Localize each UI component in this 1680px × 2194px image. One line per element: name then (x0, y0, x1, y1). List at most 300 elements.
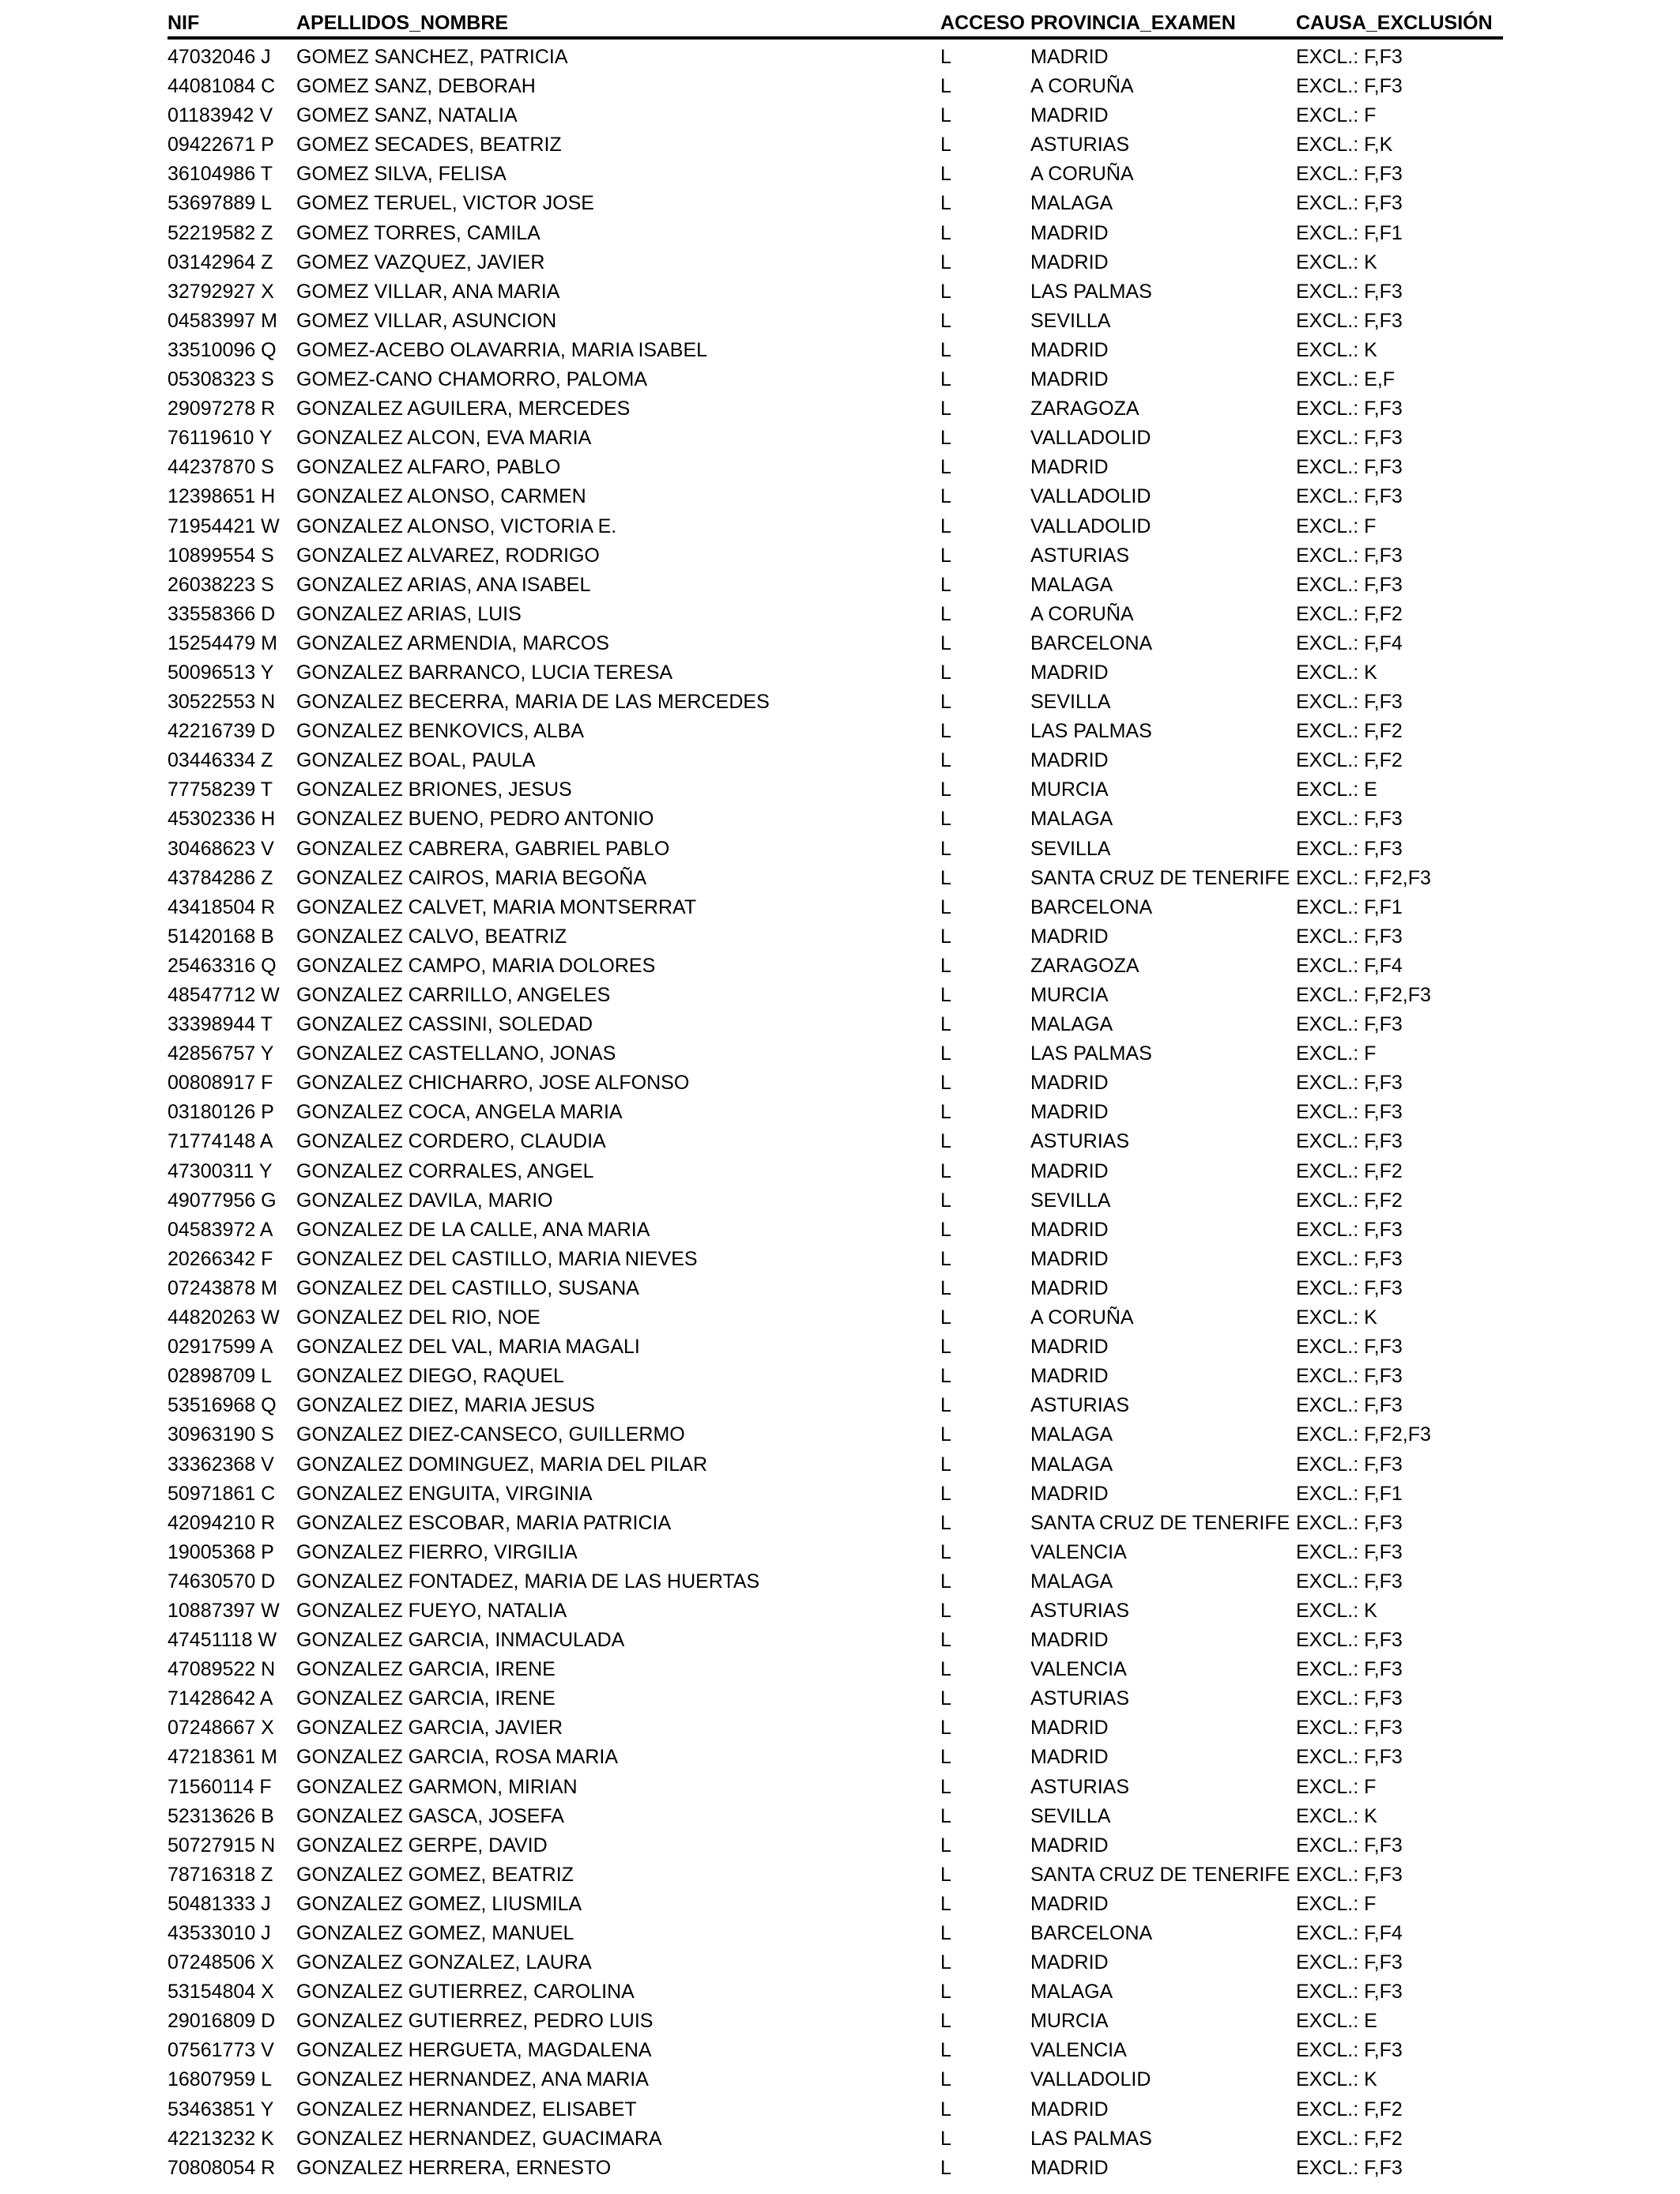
cell-causa-exclusion: EXCL.: K (1296, 251, 1377, 273)
cell-acceso: L (940, 573, 951, 596)
table-row (168, 1098, 1503, 1127)
cell-apellidos-nombre: GONZALEZ GASCA, JOSEFA (296, 1804, 564, 1827)
cell-causa-exclusion: EXCL.: F,F3 (1296, 1336, 1403, 1359)
cell-apellidos-nombre: GONZALEZ GARCIA, INMACULADA (296, 1629, 625, 1652)
cell-causa-exclusion: EXCL.: F,F3 (1296, 2039, 1403, 2062)
cell-causa-exclusion: EXCL.: F,F3 (1296, 1511, 1403, 1534)
cell-acceso: L (940, 837, 951, 860)
cell-nif: 47300311 Y (168, 1159, 273, 1182)
cell-nif: 02917599 A (168, 1336, 273, 1359)
cell-acceso: L (940, 631, 951, 654)
cell-apellidos-nombre: GONZALEZ HERGUETA, MAGDALENA (296, 2039, 652, 2062)
table-row (168, 1802, 1503, 1831)
cell-provincia-examen: MADRID (1030, 251, 1109, 273)
cell-apellidos-nombre: GONZALEZ CALVET, MARIA MONTSERRAT (296, 895, 697, 918)
table-row (168, 189, 1503, 218)
cell-provincia-examen: MADRID (1030, 1336, 1109, 1359)
table-row (168, 1127, 1503, 1156)
table-row (168, 1831, 1503, 1860)
cell-provincia-examen: MALAGA (1030, 1981, 1113, 2004)
cell-nif: 03180126 P (168, 1101, 274, 1124)
cell-causa-exclusion: EXCL.: F (1296, 1775, 1377, 1798)
cell-apellidos-nombre: GONZALEZ ALFARO, PABLO (296, 456, 561, 479)
cell-nif: 42213232 K (168, 2127, 274, 2150)
cell-apellidos-nombre: GONZALEZ GUTIERREZ, CAROLINA (296, 1981, 635, 2004)
cell-causa-exclusion: EXCL.: K (1296, 2068, 1377, 2091)
cell-acceso: L (940, 1394, 951, 1417)
cell-provincia-examen: MADRID (1030, 661, 1109, 684)
cell-acceso: L (940, 1072, 951, 1095)
cell-acceso: L (940, 1687, 951, 1710)
cell-acceso: L (940, 1775, 951, 1798)
cell-apellidos-nombre: GONZALEZ CAIROS, MARIA BEGOÑA (296, 866, 647, 889)
cell-causa-exclusion: EXCL.: F,F3 (1296, 1746, 1403, 1769)
table-row (168, 453, 1503, 482)
cell-provincia-examen: SANTA CRUZ DE TENERIFE (1030, 866, 1290, 889)
cell-apellidos-nombre: GONZALEZ BUENO, PEDRO ANTONIO (296, 808, 654, 831)
cell-nif: 52313626 B (168, 1804, 274, 1827)
cell-nif: 42856757 Y (168, 1042, 274, 1065)
cell-acceso: L (940, 749, 951, 772)
cell-nif: 30522553 N (168, 691, 276, 714)
cell-causa-exclusion: EXCL.: F,F4 (1296, 1922, 1403, 1944)
cell-provincia-examen: MADRID (1030, 1834, 1109, 1857)
cell-causa-exclusion: EXCL.: F,F2 (1296, 2098, 1403, 2120)
table-row (168, 629, 1503, 658)
cell-provincia-examen: MALAGA (1030, 1423, 1113, 1446)
table-row (168, 1773, 1503, 1802)
cell-causa-exclusion: EXCL.: F,F3 (1296, 1629, 1403, 1652)
cell-nif: 10899554 S (168, 544, 274, 567)
cell-causa-exclusion: EXCL.: F,F1 (1296, 1482, 1403, 1505)
table-row (168, 424, 1503, 453)
cell-provincia-examen: ASTURIAS (1030, 1775, 1130, 1798)
cell-apellidos-nombre: GONZALEZ CHICHARRO, JOSE ALFONSO (296, 1072, 690, 1095)
cell-provincia-examen: ASTURIAS (1030, 1687, 1130, 1710)
table-row (168, 981, 1503, 1010)
cell-acceso: L (940, 1423, 951, 1446)
table-row (168, 1362, 1503, 1391)
cell-acceso: L (940, 221, 951, 244)
cell-acceso: L (940, 1570, 951, 1593)
table-row (168, 2007, 1503, 2036)
cell-causa-exclusion: EXCL.: F,F1 (1296, 895, 1403, 918)
cell-apellidos-nombre: GONZALEZ GONZALEZ, LAURA (296, 1951, 592, 1974)
table-row (168, 2065, 1503, 2094)
cell-provincia-examen: MADRID (1030, 2156, 1109, 2179)
cell-acceso: L (940, 1951, 951, 1974)
table-row (168, 1567, 1503, 1596)
cell-provincia-examen: MALAGA (1030, 573, 1113, 596)
cell-acceso: L (940, 1336, 951, 1359)
table-row (168, 1743, 1503, 1772)
table-row (168, 541, 1503, 571)
table-row (168, 1655, 1503, 1684)
cell-nif: 53154804 X (168, 1981, 274, 2004)
cell-causa-exclusion: EXCL.: F,F3 (1296, 75, 1403, 98)
cell-acceso: L (940, 251, 951, 273)
cell-provincia-examen: VALLADOLID (1030, 515, 1151, 537)
cell-nif: 42216739 D (168, 720, 276, 743)
cell-apellidos-nombre: GOMEZ SANCHEZ, PATRICIA (296, 46, 568, 68)
table-row (168, 2124, 1503, 2154)
cell-apellidos-nombre: GONZALEZ COCA, ANGELA MARIA (296, 1101, 623, 1124)
cell-provincia-examen: SEVILLA (1030, 1804, 1111, 1827)
cell-nif: 10887397 W (168, 1599, 280, 1622)
table-row (168, 219, 1503, 248)
cell-provincia-examen: MADRID (1030, 368, 1109, 391)
table-header (168, 9, 1503, 36)
exclusion-list-document (168, 9, 1503, 2183)
cell-apellidos-nombre: GOMEZ TERUEL, VICTOR JOSE (296, 192, 594, 215)
cell-provincia-examen: A CORUÑA (1030, 75, 1134, 98)
cell-apellidos-nombre: GONZALEZ DIEZ, MARIA JESUS (296, 1394, 595, 1417)
cell-acceso: L (940, 192, 951, 215)
cell-acceso: L (940, 1892, 951, 1915)
cell-apellidos-nombre: GONZALEZ DIEZ-CANSECO, GUILLERMO (296, 1423, 685, 1446)
cell-acceso: L (940, 134, 951, 156)
cell-causa-exclusion: EXCL.: K (1296, 1599, 1377, 1622)
table-row (168, 1039, 1503, 1069)
cell-nif: 48547712 W (168, 984, 280, 1006)
cell-acceso: L (940, 280, 951, 303)
cell-causa-exclusion: EXCL.: F (1296, 515, 1377, 537)
table-row (168, 101, 1503, 130)
cell-causa-exclusion: EXCL.: F,F3 (1296, 837, 1403, 860)
cell-nif: 43784286 Z (168, 866, 273, 889)
table-row (168, 1713, 1503, 1743)
cell-apellidos-nombre: GONZALEZ AGUILERA, MERCEDES (296, 398, 631, 420)
cell-provincia-examen: LAS PALMAS (1030, 720, 1152, 743)
cell-acceso: L (940, 309, 951, 332)
cell-causa-exclusion: EXCL.: F,F3 (1296, 808, 1403, 831)
cell-apellidos-nombre: GOMEZ SANZ, DEBORAH (296, 75, 536, 98)
cell-apellidos-nombre: GONZALEZ CABRERA, GABRIEL PABLO (296, 837, 670, 860)
cell-nif: 44081084 C (168, 75, 276, 98)
cell-apellidos-nombre: GONZALEZ FUEYO, NATALIA (296, 1599, 567, 1622)
cell-acceso: L (940, 2098, 951, 2120)
cell-causa-exclusion: EXCL.: E,F (1296, 368, 1396, 391)
cell-provincia-examen: SEVILLA (1030, 309, 1111, 332)
table-row (168, 864, 1503, 893)
cell-acceso: L (940, 104, 951, 127)
cell-apellidos-nombre: GONZALEZ HERNANDEZ, GUACIMARA (296, 2127, 662, 2150)
cell-acceso: L (940, 1306, 951, 1329)
cell-acceso: L (940, 485, 951, 508)
cell-acceso: L (940, 1453, 951, 1476)
cell-acceso: L (940, 427, 951, 450)
table-row (168, 1391, 1503, 1420)
cell-provincia-examen: MADRID (1030, 1218, 1109, 1241)
cell-causa-exclusion: EXCL.: F,F3 (1296, 456, 1403, 479)
cell-acceso: L (940, 1130, 951, 1153)
table-row (168, 1860, 1503, 1890)
cell-acceso: L (940, 808, 951, 831)
cell-nif: 07243878 M (168, 1276, 278, 1299)
cell-apellidos-nombre: GONZALEZ BARRANCO, LUCIA TERESA (296, 661, 673, 684)
table-row (168, 922, 1503, 952)
cell-apellidos-nombre: GONZALEZ GOMEZ, MANUEL (296, 1922, 574, 1944)
cell-apellidos-nombre: GONZALEZ ESCOBAR, MARIA PATRICIA (296, 1511, 672, 1534)
cell-causa-exclusion: EXCL.: F,F3 (1296, 1540, 1403, 1563)
cell-provincia-examen: MADRID (1030, 1482, 1109, 1505)
cell-causa-exclusion: EXCL.: F,F3 (1296, 1276, 1403, 1299)
cell-acceso: L (940, 1511, 951, 1534)
cell-causa-exclusion: EXCL.: F,F3 (1296, 1365, 1403, 1388)
cell-acceso: L (940, 1159, 951, 1182)
cell-acceso: L (940, 1629, 951, 1652)
cell-nif: 33362368 V (168, 1453, 274, 1476)
table-row (168, 835, 1503, 864)
cell-nif: 05308323 S (168, 368, 274, 391)
cell-acceso: L (940, 46, 951, 68)
table-row (168, 1274, 1503, 1303)
cell-causa-exclusion: EXCL.: F,F2 (1296, 720, 1403, 743)
cell-apellidos-nombre: GONZALEZ FIERRO, VIRGILIA (296, 1540, 578, 1563)
cell-acceso: L (940, 1981, 951, 2004)
cell-nif: 36104986 T (168, 163, 273, 186)
cell-acceso: L (940, 1922, 951, 1944)
cell-provincia-examen: MADRID (1030, 456, 1109, 479)
cell-causa-exclusion: EXCL.: F,F2,F3 (1296, 984, 1431, 1006)
cell-acceso: L (940, 456, 951, 479)
cell-nif: 47089522 N (168, 1658, 276, 1681)
cell-apellidos-nombre: GONZALEZ CARRILLO, ANGELES (296, 984, 611, 1006)
cell-nif: 53516968 Q (168, 1394, 277, 1417)
cell-nif: 25463316 Q (168, 954, 277, 977)
cell-apellidos-nombre: GONZALEZ DEL VAL, MARIA MAGALI (296, 1336, 640, 1359)
cell-nif: 26038223 S (168, 573, 274, 596)
cell-apellidos-nombre: GONZALEZ CASTELLANO, JONAS (296, 1042, 616, 1065)
cell-apellidos-nombre: GONZALEZ ENGUITA, VIRGINIA (296, 1482, 593, 1505)
cell-causa-exclusion: EXCL.: F,F3 (1296, 2156, 1403, 2179)
cell-apellidos-nombre: GONZALEZ GUTIERREZ, PEDRO LUIS (296, 2010, 654, 2033)
cell-nif: 04583997 M (168, 309, 278, 332)
cell-causa-exclusion: EXCL.: F,F2 (1296, 602, 1403, 625)
cell-provincia-examen: MADRID (1030, 1247, 1109, 1270)
table-body (168, 43, 1503, 2183)
cell-nif: 33510096 Q (168, 338, 277, 361)
table-row (168, 307, 1503, 336)
cell-causa-exclusion: EXCL.: F,F3 (1296, 1687, 1403, 1710)
cell-acceso: L (940, 1658, 951, 1681)
cell-provincia-examen: MADRID (1030, 1629, 1109, 1652)
cell-provincia-examen: BARCELONA (1030, 895, 1153, 918)
cell-acceso: L (940, 691, 951, 714)
cell-apellidos-nombre: GONZALEZ DOMINGUEZ, MARIA DEL PILAR (296, 1453, 707, 1476)
cell-causa-exclusion: EXCL.: K (1296, 1306, 1377, 1329)
cell-acceso: L (940, 1599, 951, 1622)
cell-apellidos-nombre: GONZALEZ BECERRA, MARIA DE LAS MERCEDES (296, 691, 770, 714)
cell-apellidos-nombre: GONZALEZ CASSINI, SOLEDAD (296, 1013, 593, 1036)
cell-provincia-examen: VALLADOLID (1030, 2068, 1151, 2091)
cell-causa-exclusion: EXCL.: E (1296, 778, 1377, 801)
table-row (168, 893, 1503, 922)
cell-provincia-examen: MADRID (1030, 104, 1109, 127)
cell-nif: 16807959 L (168, 2068, 273, 2091)
table-row (168, 1303, 1503, 1333)
cell-nif: 33398944 T (168, 1013, 273, 1036)
cell-acceso: L (940, 1482, 951, 1505)
table-row (168, 365, 1503, 394)
cell-apellidos-nombre: GONZALEZ BOAL, PAULA (296, 749, 536, 772)
cell-provincia-examen: VALLADOLID (1030, 427, 1151, 450)
cell-nif: 51420168 B (168, 925, 274, 948)
table-row (168, 1245, 1503, 1274)
cell-provincia-examen: VALENCIA (1030, 1658, 1127, 1681)
cell-causa-exclusion: EXCL.: F,F3 (1296, 309, 1403, 332)
cell-causa-exclusion: EXCL.: F,F3 (1296, 691, 1403, 714)
cell-provincia-examen: A CORUÑA (1030, 602, 1134, 625)
cell-causa-exclusion: EXCL.: F (1296, 1892, 1377, 1915)
cell-apellidos-nombre: GOMEZ VILLAR, ASUNCION (296, 309, 557, 332)
cell-provincia-examen: SEVILLA (1030, 691, 1111, 714)
cell-nif: 30963190 S (168, 1423, 274, 1446)
cell-provincia-examen: MALAGA (1030, 808, 1113, 831)
cell-provincia-examen: SEVILLA (1030, 1189, 1111, 1212)
header-divider (168, 36, 1503, 40)
table-row (168, 1450, 1503, 1480)
cell-causa-exclusion: EXCL.: F,F3 (1296, 485, 1403, 508)
cell-apellidos-nombre: GONZALEZ CAMPO, MARIA DOLORES (296, 954, 656, 977)
cell-provincia-examen: A CORUÑA (1030, 163, 1134, 186)
cell-nif: 02898709 L (168, 1365, 273, 1388)
cell-acceso: L (940, 1540, 951, 1563)
table-row (168, 160, 1503, 189)
header-acceso: ACCESO (940, 12, 1025, 34)
cell-apellidos-nombre: GONZALEZ ALONSO, VICTORIA E. (296, 515, 617, 537)
cell-nif: 04583972 A (168, 1218, 273, 1241)
cell-nif: 78716318 Z (168, 1863, 273, 1886)
cell-causa-exclusion: EXCL.: F,K (1296, 134, 1393, 156)
cell-nif: 74630570 D (168, 1570, 276, 1593)
cell-nif: 53463851 Y (168, 2098, 274, 2120)
cell-causa-exclusion: EXCL.: F,F3 (1296, 1834, 1403, 1857)
cell-nif: 07561773 V (168, 2039, 274, 2062)
cell-nif: 70808054 R (168, 2156, 276, 2179)
cell-nif: 09422671 P (168, 134, 274, 156)
table-row (168, 600, 1503, 629)
table-row (168, 717, 1503, 746)
cell-causa-exclusion: EXCL.: F,F3 (1296, 1863, 1403, 1886)
cell-causa-exclusion: EXCL.: F,F3 (1296, 1013, 1403, 1036)
table-row (168, 658, 1503, 688)
header-provincia-examen: PROVINCIA_EXAMEN (1030, 12, 1236, 34)
cell-apellidos-nombre: GONZALEZ DE LA CALLE, ANA MARIA (296, 1218, 650, 1241)
cell-acceso: L (940, 1717, 951, 1740)
table-row (168, 512, 1503, 541)
table-row (168, 1216, 1503, 1245)
cell-apellidos-nombre: GOMEZ TORRES, CAMILA (296, 221, 541, 244)
cell-acceso: L (940, 1834, 951, 1857)
cell-apellidos-nombre: GONZALEZ DEL RIO, NOE (296, 1306, 541, 1329)
cell-provincia-examen: VALENCIA (1030, 2039, 1127, 2062)
cell-apellidos-nombre: GONZALEZ GARCIA, IRENE (296, 1658, 556, 1681)
cell-provincia-examen: MADRID (1030, 221, 1109, 244)
cell-acceso: L (940, 2039, 951, 2062)
cell-causa-exclusion: EXCL.: F,F3 (1296, 544, 1403, 567)
cell-nif: 19005368 P (168, 1540, 274, 1563)
table-row (168, 277, 1503, 307)
table-row (168, 1919, 1503, 1948)
table-row (168, 1420, 1503, 1449)
cell-causa-exclusion: EXCL.: F,F2,F3 (1296, 1423, 1431, 1446)
cell-causa-exclusion: EXCL.: F,F3 (1296, 46, 1403, 68)
cell-causa-exclusion: EXCL.: F (1296, 104, 1377, 127)
cell-causa-exclusion: EXCL.: F,F3 (1296, 1981, 1403, 2004)
table-row (168, 1069, 1503, 1098)
cell-apellidos-nombre: GONZALEZ ARMENDIA, MARCOS (296, 631, 609, 654)
cell-nif: 32792927 X (168, 280, 274, 303)
cell-provincia-examen: MADRID (1030, 1101, 1109, 1124)
table-row (168, 1509, 1503, 1538)
cell-nif: 29016809 D (168, 2010, 276, 2033)
cell-nif: 50971861 C (168, 1482, 276, 1505)
cell-acceso: L (940, 602, 951, 625)
cell-causa-exclusion: EXCL.: F,F3 (1296, 1130, 1403, 1153)
cell-acceso: L (940, 720, 951, 743)
cell-acceso: L (940, 954, 951, 977)
cell-apellidos-nombre: GONZALEZ FONTADEZ, MARIA DE LAS HUERTAS (296, 1570, 760, 1593)
cell-apellidos-nombre: GONZALEZ GARCIA, IRENE (296, 1687, 556, 1710)
cell-nif: 49077956 G (168, 1189, 277, 1212)
cell-provincia-examen: MADRID (1030, 338, 1109, 361)
cell-acceso: L (940, 895, 951, 918)
cell-acceso: L (940, 338, 951, 361)
cell-acceso: L (940, 1863, 951, 1886)
cell-causa-exclusion: EXCL.: F,F2 (1296, 749, 1403, 772)
cell-acceso: L (940, 1804, 951, 1827)
cell-acceso: L (940, 1101, 951, 1124)
cell-provincia-examen: MALAGA (1030, 1013, 1113, 1036)
cell-causa-exclusion: EXCL.: F,F3 (1296, 398, 1403, 420)
cell-apellidos-nombre: GONZALEZ ARIAS, ANA ISABEL (296, 573, 591, 596)
cell-causa-exclusion: EXCL.: F,F3 (1296, 280, 1403, 303)
cell-nif: 45302336 H (168, 808, 276, 831)
cell-acceso: L (940, 398, 951, 420)
table-row (168, 1157, 1503, 1186)
cell-causa-exclusion: EXCL.: F (1296, 1042, 1377, 1065)
cell-provincia-examen: MALAGA (1030, 1453, 1113, 1476)
table-row (168, 1948, 1503, 1977)
cell-provincia-examen: ZARAGOZA (1030, 398, 1139, 420)
cell-causa-exclusion: EXCL.: K (1296, 661, 1377, 684)
cell-apellidos-nombre: GONZALEZ GARMON, MIRIAN (296, 1775, 578, 1798)
cell-nif: 07248667 X (168, 1717, 274, 1740)
cell-provincia-examen: MURCIA (1030, 984, 1109, 1006)
cell-causa-exclusion: EXCL.: F,F3 (1296, 573, 1403, 596)
cell-acceso: L (940, 368, 951, 391)
cell-provincia-examen: MADRID (1030, 925, 1109, 948)
cell-causa-exclusion: EXCL.: K (1296, 1804, 1377, 1827)
cell-causa-exclusion: EXCL.: F,F2 (1296, 1189, 1403, 1212)
cell-causa-exclusion: EXCL.: F,F3 (1296, 192, 1403, 215)
table-row (168, 336, 1503, 365)
cell-nif: 43533010 J (168, 1922, 271, 1944)
cell-provincia-examen: ASTURIAS (1030, 1599, 1130, 1622)
cell-apellidos-nombre: GOMEZ SANZ, NATALIA (296, 104, 518, 127)
cell-apellidos-nombre: GONZALEZ HERRERA, ERNESTO (296, 2156, 612, 2179)
header-apellidos-nombre: APELLIDOS_NOMBRE (296, 12, 509, 34)
cell-causa-exclusion: EXCL.: F,F3 (1296, 427, 1403, 450)
cell-causa-exclusion: EXCL.: F,F3 (1296, 1394, 1403, 1417)
cell-provincia-examen: MADRID (1030, 1159, 1109, 1182)
cell-provincia-examen: ZARAGOZA (1030, 954, 1139, 977)
cell-apellidos-nombre: GONZALEZ DEL CASTILLO, SUSANA (296, 1276, 639, 1299)
cell-nif: 44237870 S (168, 456, 274, 479)
cell-apellidos-nombre: GOMEZ VILLAR, ANA MARIA (296, 280, 560, 303)
cell-acceso: L (940, 1042, 951, 1065)
